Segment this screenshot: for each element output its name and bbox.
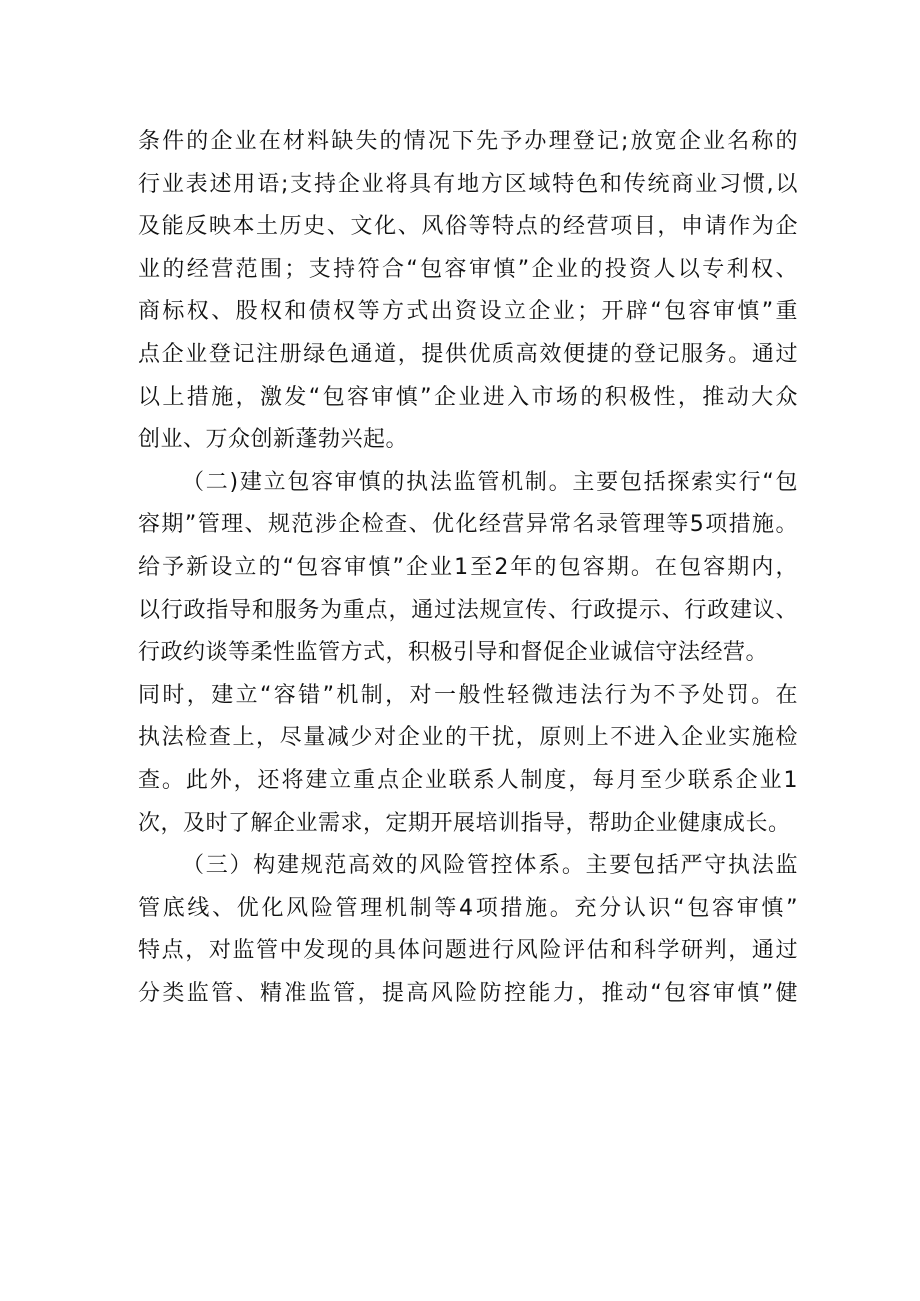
text-line: 管底线、优化风险管理机制等4项措施。充分认识“包容审慎” bbox=[138, 895, 798, 921]
text-line: 点企业登记注册绿色通道，提供优质高效便捷的登记服务。通过 bbox=[138, 341, 798, 367]
text-line: 以上措施，激发“包容审慎”企业进入市场的积极性，推动大众 bbox=[138, 384, 798, 410]
text-line: 查。此外，还将建立重点企业联系人制度，每月至少联系企业1 bbox=[138, 767, 798, 793]
text-line: 业的经营范围；支持符合“包容审慎”企业的投资人以专利权、 bbox=[138, 256, 798, 282]
body-text bbox=[138, 121, 798, 1015]
text-line: 分类监管、精准监管，提高风险防控能力，推动“包容审慎”健 bbox=[138, 980, 799, 1006]
paragraph-1 bbox=[138, 121, 798, 462]
text-line: 容期”管理、规范涉企检查、优化经营异常名录管理等5项措施。 bbox=[138, 512, 798, 538]
paragraph-3 bbox=[138, 845, 798, 1015]
text-line: 行业表述用语;支持企业将具有地方区域特色和传统商业习惯,以 bbox=[138, 171, 798, 197]
text-line: 给予新设立的“包容审慎”企业1至2年的包容期。在包容期内， bbox=[138, 554, 798, 580]
text-line: 条件的企业在材料缺失的情况下先予办理登记;放宽企业名称的 bbox=[138, 129, 798, 154]
text-line: 创业、万众创新蓬勃兴起。 bbox=[138, 427, 409, 453]
text-line: 次，及时了解企业需求，定期开展培训指导，帮助企业健康成长。 bbox=[138, 810, 791, 836]
text-line: （三）构建规范高效的风险管控体系。主要包括严守执法监 bbox=[182, 853, 798, 879]
text-line: （二)建立包容审慎的执法监管机制。主要包括探索实行“包 bbox=[182, 469, 798, 495]
text-line: 以行政指导和服务为重点，通过法规宣传、行政提示、行政建议、 bbox=[138, 597, 798, 623]
text-line: 商标权、股权和债权等方式出资设立企业；开辟“包容审慎”重 bbox=[138, 299, 799, 325]
paragraph-2 bbox=[138, 462, 798, 845]
text-line: 同时，建立“容错”机制，对一般性轻微违法行为不予处罚。在 bbox=[138, 682, 798, 708]
text-line: 及能反映本土历史、文化、风俗等特点的经营项目，申请作为企 bbox=[138, 214, 798, 240]
text-line: 特点，对监管中发现的具体问题进行风险评估和科学研判，通过 bbox=[138, 938, 798, 964]
text-line: 行政约谈等柔性监管方式，积极引导和督促企业诚信守法经营。 bbox=[138, 640, 769, 666]
text-line: 执法检查上，尽量减少对企业的干扰，原则上不进入企业实施检 bbox=[138, 725, 798, 751]
